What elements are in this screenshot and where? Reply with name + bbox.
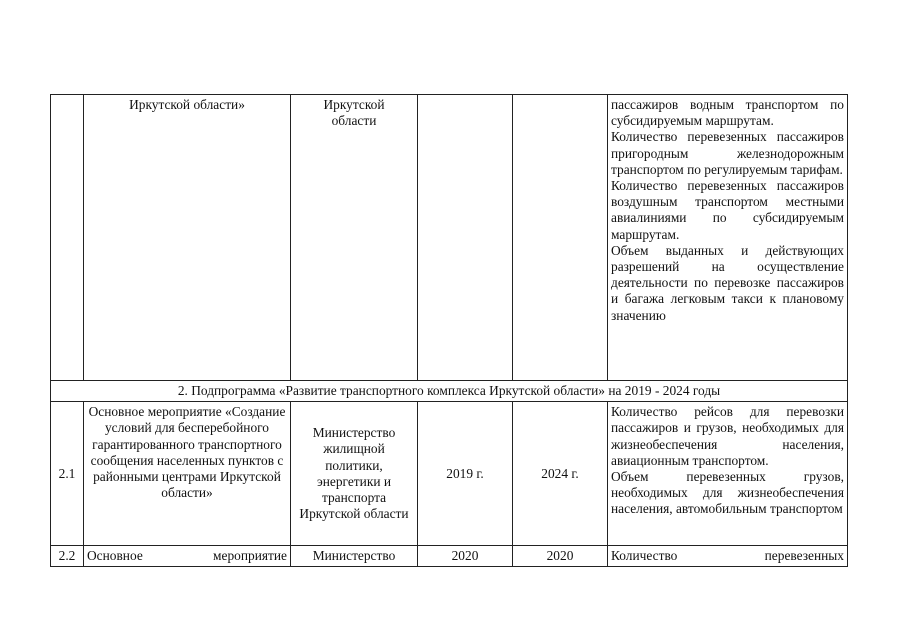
start-year-cell: 2019 г. <box>418 402 513 546</box>
measure-name-cell: Основное мероприятие «Создание условий для бесперебойного гарантированного транспортного сообщения населенных пунктов с районными центрами Иркутской области» <box>84 402 291 546</box>
indicator-text: Количество перевезенных пассажиров пригородным железнодорожным транспортом по регулируемым тарифам. <box>611 129 844 177</box>
section-title: 2. Подпрограмма «Развитие транспортного комплекса Иркутской области» на 2019 - 2024 годы <box>51 381 848 402</box>
indicator-text: Объем выданных и действующих разрешений на осуществление деятельности по перевозке пассажиров и багажа легковым такси к плановому значению <box>611 242 844 323</box>
start-year-cell <box>418 95 513 381</box>
table-row <box>51 546 848 567</box>
indicator-text: пассажиров водным транспортом по субсидируемым маршрутам. <box>611 97 844 129</box>
section-header-row <box>51 381 848 402</box>
end-year-cell: 2020 <box>513 546 608 567</box>
row-number-cell: 2.1 <box>51 402 84 546</box>
table-row <box>51 402 848 546</box>
executor-cell: Министерство <box>291 546 418 567</box>
indicator-text: Количество рейсов для перевозки пассажиров и грузов, необходимых для жизнеобеспечения населения, авиационным транспортом. <box>611 404 844 468</box>
indicators-cell <box>608 546 848 567</box>
measure-name-cell: Основное мероприятие <box>84 546 291 567</box>
indicator-text: Количество перевезенных пассажиров воздушным транспортом местными авиалиниями по субсидируемым маршрутам. <box>611 178 844 242</box>
start-year-cell: 2020 <box>418 546 513 567</box>
executor-cell: Министерство жилищной политики, энергетики и транспорта Иркутской области <box>291 402 418 546</box>
indicator-text: Объем перевезенных грузов, необходимых для жизнеобеспечения населения, автомобильным транспортом <box>611 469 844 517</box>
indicators-cell <box>608 95 848 381</box>
row-number-cell <box>51 95 84 381</box>
end-year-cell: 2024 г. <box>513 402 608 546</box>
end-year-cell <box>513 95 608 381</box>
indicator-text: Количество перевезенных <box>611 548 844 564</box>
row-number-cell: 2.2 <box>51 546 84 567</box>
indicators-cell <box>608 402 848 546</box>
table-row <box>51 95 848 381</box>
measures-table <box>50 94 848 567</box>
measure-name-cell: Иркутской области» <box>84 95 291 381</box>
executor-cell: Иркутской области <box>291 95 418 381</box>
